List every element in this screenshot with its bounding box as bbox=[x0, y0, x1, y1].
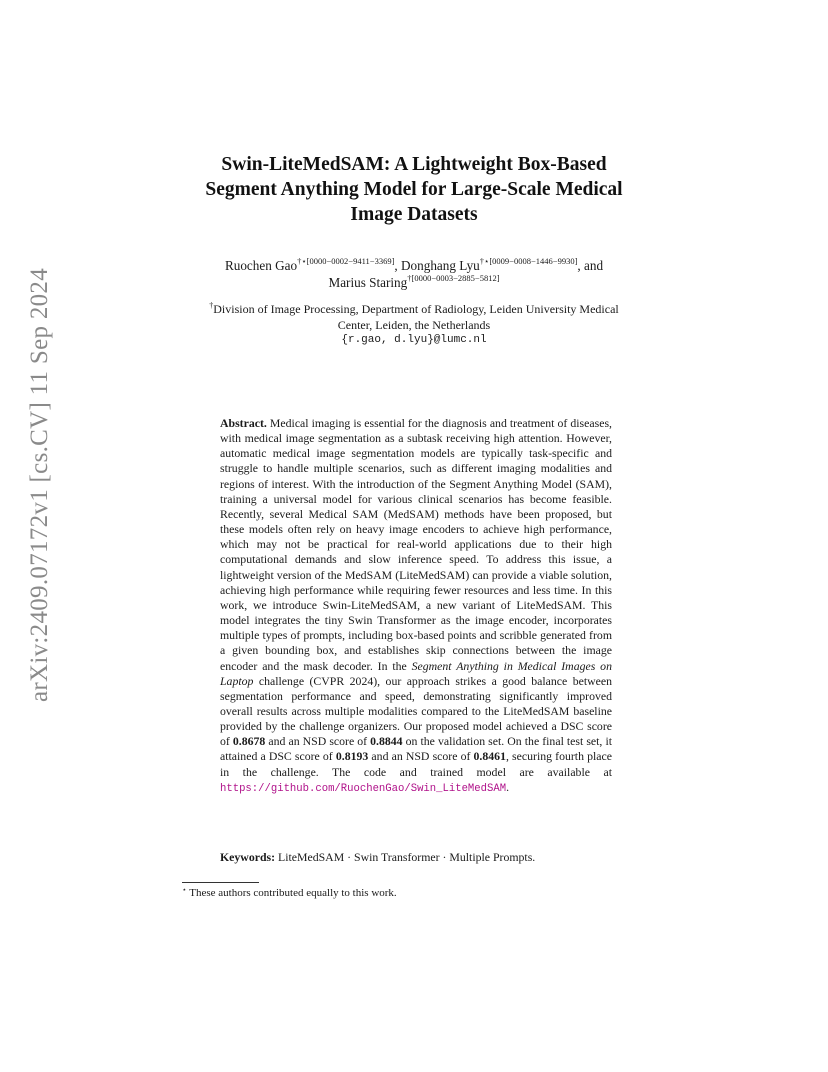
keywords-label: Keywords: bbox=[220, 850, 276, 864]
author-name: Marius Staring bbox=[328, 275, 408, 290]
affiliation-text: Division of Image Processing, Department of Radiology, Leiden University Medical bbox=[213, 302, 619, 316]
author-conjunction: , and bbox=[577, 258, 604, 273]
affiliation-line-1 bbox=[150, 302, 678, 318]
title-line-2: Segment Anything Model for Large-Scale Medical bbox=[205, 179, 623, 200]
footnote-text: These authors contributed equally to this work. bbox=[186, 887, 397, 899]
footnote-mark: ⋆ bbox=[182, 885, 187, 894]
abstract-label: Abstract. bbox=[220, 416, 267, 430]
abstract-text: on the validation set. On the final test set, it attained a DSC score of bbox=[220, 734, 612, 764]
author-name: Ruochen Gao bbox=[224, 258, 298, 273]
arxiv-identifier-stamp bbox=[16, 267, 64, 703]
authors-line-2 bbox=[150, 274, 678, 291]
author-marks: †⋆[0000−0002−9411−3369] bbox=[297, 256, 395, 266]
affiliation-line-2: Center, Leiden, the Netherlands bbox=[337, 317, 491, 332]
github-link[interactable]: https://github.com/RuochenGao/Swin_LiteMedSAM bbox=[220, 782, 507, 795]
title-line-1: Swin-LiteMedSAM: A Lightweight Box-Based bbox=[221, 154, 607, 175]
abstract-text: challenge (CVPR 2024), our approach strikes a good balance between segmentation performance and speed, demonstrating significantly improved overall results across multiple modalities compared to the LiteMedSAM baseline provided by the challenge organizers. Our proposed model achieved a DSC score of bbox=[220, 673, 612, 749]
dsc-validation-score: 0.8678 bbox=[232, 734, 266, 749]
challenge-name: Segment Anything in Medical Images on Laptop bbox=[220, 658, 612, 688]
footnote bbox=[182, 886, 632, 900]
author-name: Donghang Lyu bbox=[401, 258, 480, 273]
arxiv-id-text: arXiv:2409.07172v1 [cs.CV] 11 Sep 2024 bbox=[26, 267, 54, 703]
author-marks: †⋆[0009−0008−1446−9930] bbox=[479, 256, 578, 266]
abstract-text: and an NSD score of bbox=[265, 734, 371, 749]
nsd-validation-score: 0.8844 bbox=[370, 734, 403, 749]
title-line-3: Image Datasets bbox=[350, 204, 478, 225]
keywords bbox=[220, 850, 612, 865]
keywords-text: LiteMedSAM · Swin Transformer · Multiple Prompts. bbox=[275, 850, 536, 864]
authors-line-1: Ruochen Gao$^{\dagger⋆[0000-0002-9411-3369]}$, Donghang Lyu$^{\dagger⋆[0009-0008-1446-9930]}$, and bbox=[224, 256, 604, 273]
abstract-text: , securing fourth place in the challenge. The code and trained model are available at bbox=[220, 749, 612, 779]
abstract-end: . bbox=[506, 779, 510, 794]
dsc-test-score: 0.8193 bbox=[335, 749, 369, 764]
author-list bbox=[150, 257, 678, 291]
abstract-text: and an NSD score of bbox=[368, 749, 474, 764]
affiliation-block bbox=[150, 302, 678, 349]
author-email: {r.gao, d.lyu}@lumc.nl bbox=[341, 334, 487, 346]
author-marks: †[0000−0003−2885−5812] bbox=[407, 273, 500, 283]
footnote-rule bbox=[182, 882, 259, 883]
abstract-text: Medical imaging is essential for the diagnosis and treatment of diseases, with medical image segmentation as a subtask receiving high attention. However, automatic medical image segmentation models are typically task-specific and struggle to handle multiple scenarios, such as different imaging modalities and regions of interest. With the introduction of the Segment Anything Model (SAM), training a universal model for various clinical scenarios has become feasible. Recently, several Medical SAM (MedSAM) methods have been proposed, but these models often rely on heavy image encoders to achieve high performance, which may not be practical for real-world applications due to their high computational demands and slow inference speed. To address this issue, a lightweight version of the MedSAM (LiteMedSAM) can provide a viable solution, achieving high performance while requiring fewer resources and less time. In this work, we introduce Swin-LiteMedSAM, a new variant of LiteMedSAM. This model integrates the tiny Swin Transformer as the image encoder, incorporates multiple types of prompts, including box-based points and scribble generated from a given bounding box, and establishes skip connections between the image encoder and the mask decoder. In the bbox=[220, 416, 612, 673]
affiliation-mark: † bbox=[209, 301, 214, 310]
paper-title bbox=[170, 152, 658, 227]
nsd-test-score: 0.8461 bbox=[473, 749, 506, 764]
abstract bbox=[220, 416, 612, 797]
